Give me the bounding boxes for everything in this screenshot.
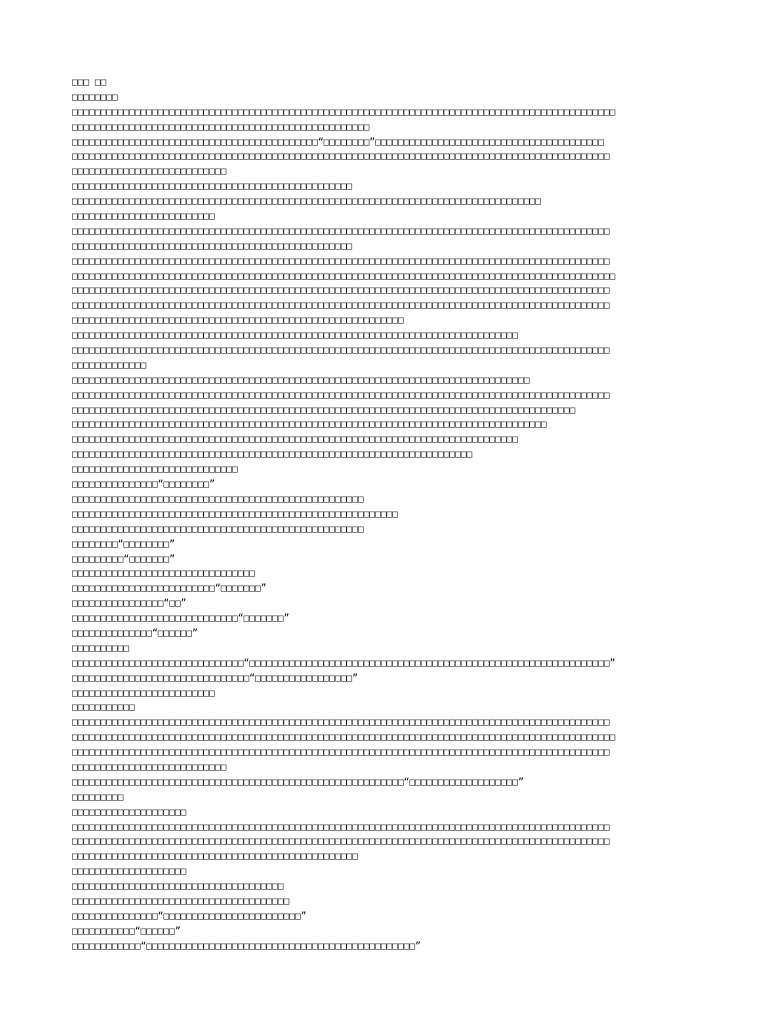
text-line: □□□□□□□□□□□□□□□□□□□□□□□□□□□□□□□□□□□□□□□□□□□□□□□□□□□□□□□□□□□□□□□□□□□□□□	[72, 449, 473, 461]
text-line: □□□□□□□□□□□□□□□□□□□□□□□□□□□	[72, 166, 227, 178]
text-line: □□□□□□□□□□□□□□□□□□□□□□□□□□□	[72, 761, 227, 773]
text-line: □□□□□□□□□□□□□□□□□□□□□□□□□“□□□□□□□”	[72, 583, 267, 595]
text-line: □□□□□□□□□□□□□□□□□□□□	[72, 866, 187, 878]
text-line: □□□□□□□□□□□□□□□□□□□□□□□□□□□□□□□□□□□□□□□□□□□□□□□□□□□□□□□□□□□□□□□□□□□□□□□□□□□□□□	[72, 434, 519, 446]
text-line: □□□□□□□□□□□□□□□□□□□□□□□□□□□□□□□□□□□□□□□□□□□“□□□□□□□□”□□□□□□□□□□□□□□□□□□□□□□□□□□□□□□□□□□□□□□□□	[72, 136, 604, 148]
text-line: □□□□□□□□	[72, 91, 118, 103]
text-line: □□□□□□□□□□□“□□□□□□”	[72, 925, 181, 937]
text-line: □□□□□□□□□“□□□□□□□”	[72, 553, 175, 565]
text-line: □□□□□□□□“□□□□□□□□”	[72, 538, 175, 550]
text-line: □□□□□□□□□□□□□□□□□□□□□□□□□□□□□□□□□□□□□□□□□□□□□□□□□	[72, 181, 353, 193]
text-line: □□□□□□□□□□□□□□□□□□□□□□□□□	[72, 687, 215, 699]
text-line: □□□□□□□□□□□□□□□□□□□□□□□□□□□□□□□□□□□□□□□□□□□□□□□□□□	[72, 851, 358, 863]
text-line: □□□□□□□□□□□□□	[72, 359, 147, 371]
text-line: □□□□□□□□□□□□□□□□□□□□□□□□□□□□□□□□□□□□□□□□□□□□□□□□□	[72, 240, 353, 252]
document-body	[72, 76, 712, 955]
text-line: □□□□□□□□□□□□□□□□□□□□□□□□□□□□□“□□□□□□□”	[72, 613, 290, 625]
text-line: □□□□□□□□□□□□□□□□□□□□□□□□□□□□□□□□□□□□□□□□□□□□□□□□□□□□□□□□□□□□□□□□□□□□□□□□□□□□□□□□□□□□□□□□□□□□□□	[72, 285, 610, 297]
text-line: □□□□□□□□□□□□□□□□□□□□□□□□□□□□□□□□□□□□□□□□□□□□□□□□□□□□□□□□□□□□□□□□□□□□□□□□□□□□□□□□□□□□□□□□□□□□□□	[72, 821, 610, 833]
text-line: □□□□□□□□□□□□□□□□□□□□□□□□□□□□□□□□□□□□□□□□□□□□□□□□□□□	[72, 493, 364, 505]
text-line: □□□□□□□□□□□□□□□□□□□□□□□□□□□□□□□□□□□□□□□□□□□□□□□□□□□□□□□□□□□□□□□□□□□□□□□□□□□□□□□□□□□□□□□□□□□□□□	[72, 389, 610, 401]
text-line: □□□□□□□□□□□□□□□□□□□□□□□□□□□□□□□□□□□□□□□□□□□□□□□□□□□□□□□□□□□□□□□□□□□□□□□□□□□□□□□□	[72, 374, 530, 386]
text-line: □□□□□□□□□□□	[72, 702, 135, 714]
text-line: □□□□□□□□□□□□□□□□□□□□□□□□□□□□□□□□□□□□□□	[72, 895, 290, 907]
text-line: □□□□□□□□□□	[72, 642, 130, 654]
text-line: □□□□□□□□□□□□□□□“□□□□□□□□”	[72, 479, 215, 491]
text-line: □□□□□□□□□□□□□□□□□□□□□□□□□□□□□□□□□□□□□□□□□□□□□□□□□□□□□□□□□□□□□□□□□□□□□□□□□□□□□□□□□□□□□□□□□□□□□□□	[72, 732, 616, 744]
text-line: □□□□□□□□□□□□□□□□□□□□□□□□□□□□□□□□□□□□□□□□□□□□□□□□□□□□□□□□□□□□□□□□□□□□□□□□□□□□□□□□□□□□□□□□□□□□□□	[72, 747, 610, 759]
text-line: □□□□□□□□□□□□□□□□□□□□□□□□□□□□□□□□□□□□□□□□□□□□□□□□□□□□□□□□□□□□□□□□□□□□□□□□□□□□□□□□□□□□□□□□□□□□□□	[72, 225, 610, 237]
text-line: □□□□□□□□□	[72, 791, 124, 803]
text-line: □□□□□□□□□□□□□□□□□□□□□□□□□□□□□□□□□□□□□□□□□□□□□□□□□□□□□□□□□□□□□□□□□□□□□□□□□□□□□□□□□□□□□□□□□□□□□□	[72, 717, 610, 729]
text-line: □□□□□□□□□□□□□□□□□□□□□□□□□□□□□□□□□□□□□□□□□□□□□□□□□□□□□□□□□□“□□□□□□□□□□□□□□□□□□□”	[72, 776, 524, 788]
text-line: □□□□□□□□□□□□□□□□□□□□□□□□□□□□□□□□□□□□□□□□□□□□□□□□□□□□□□□□□	[72, 508, 399, 520]
text-line: □□□□□□□□□□□□□□□□□□□□□□□□□□□□□□□□□□□□□□□□□□□□□□□□□□□□□□□□□□□□□□□□□□□□□□□□□□□□□□□□□□□□□□□□□□□□□□	[72, 836, 610, 848]
text-line: □□□□□□□□□□□□□□□□□□□□□□□□□□□□□□□□□□□□□□□□□□□□□□□□□□□□□□□□□□□□□□□□□□□□□□□□□□□□□□□□□□□□□□□□□□□□□□	[72, 300, 610, 312]
text-line: □□□□□□□□□□□□□□□□“□□”	[72, 598, 187, 610]
text-line: □□□□□□□□□□□□□□□□□□□□□□□□□□□□□□□□□□□□□□□□□□□□□□□□□□□□□□□□□□□□□□□□□□□□□□□□□□□□□□□□□□	[72, 196, 541, 208]
text-line: □□□□□□□□□□□□□□□□□□□□□□□□□□□□□□□□	[72, 568, 256, 580]
text-line: □□□□□□□□□□□□□□□□□□□□□□□□□□□□□□“□□□□□□□□□□□□□□□□□□□□□□□□□□□□□□□□□□□□□□□□□□□□□□□□□□□□□□□□□□□□□□□”	[72, 657, 616, 669]
text-line: □□□□□□□□□□□□□□□“□□□□□□□□□□□□□□□□□□□□□□□□”	[72, 910, 307, 922]
text-line: □□□□□□□□□□□□□□□□□□□□□□□□□□□□□□□□□□□□□□□□□□□□□□□□□□□□□□□□□□	[72, 315, 404, 327]
text-line: □□□□□□□□□□□□□□□□□□□□□□□□□	[72, 211, 215, 223]
text-line: □□□□□□□□□□□□□□□□□□□□□□□□□□□□□□□□□□□□□□□□□□□□□□□□□□□□□□□□□□□□□□□□□□□□□□□□□□□□□□□□□□□□□□□□□□□□□□□	[72, 106, 616, 118]
text-line: □□□□□□□□□□□□“□□□□□□□□□□□□□□□□□□□□□□□□□□□□□□□□□□□□□□□□□□□□□□□”	[72, 940, 421, 952]
text-line: □□□□□□□□□□□□□□□□□□□□□□□□□□□□□□□□□□□□□□□□□□□□□□□□□□□□□□□□□□□□□□□□□□□□□□□□□□□□□□□□□□□□□□□□□□□□□□	[72, 151, 610, 163]
text-line: □□□□□□□□□□□□□□□□□□□□□□□□□□□□□□□□□□□□□□□□□□□□□□□□□□□□□□□□□□□□□□□□□□□□□□□□□□□□□□□□□□□	[72, 419, 547, 431]
text-line: □□□□□□□□□□□□□□“□□□□□□”	[72, 627, 198, 639]
document-page	[72, 76, 712, 955]
text-line: □□□□□□□□□□□□□□□□□□□□□□□□□□□□□□□□□□□□□□□□□□□□□□□□□□□	[72, 523, 364, 535]
text-line: □□□ □□	[72, 77, 107, 88]
text-line: □□□□□□□□□□□□□□□□□□□□	[72, 806, 187, 818]
text-line: □□□□□□□□□□□□□□□□□□□□□□□□□□□□□□□“□□□□□□□□□□□□□□□□□”	[72, 672, 358, 684]
text-line: □□□□□□□□□□□□□□□□□□□□□□□□□□□□□□□□□□□□□□□□□□□□□□□□□□□□□□□□□□□□□□□□□□□□□□□□□□□□□□	[72, 330, 519, 342]
text-line: □□□□□□□□□□□□□□□□□□□□□□□□□□□□□□□□□□□□□□□□□□□□□□□□□□□□	[72, 121, 370, 133]
text-line: □□□□□□□□□□□□□□□□□□□□□□□□□□□□□□□□□□□□□□□□□□□□□□□□□□□□□□□□□□□□□□□□□□□□□□□□□□□□□□□□□□□□□□□□□□□□□□	[72, 255, 610, 267]
text-line: □□□□□□□□□□□□□□□□□□□□□□□□□□□□□□□□□□□□□□□□□□□□□□□□□□□□□□□□□□□□□□□□□□□□□□□□□□□□□□□□□□□□□□□□	[72, 404, 576, 416]
text-line: □□□□□□□□□□□□□□□□□□□□□□□□□□□□□□□□□□□□□	[72, 881, 284, 893]
text-line: □□□□□□□□□□□□□□□□□□□□□□□□□□□□□□□□□□□□□□□□□□□□□□□□□□□□□□□□□□□□□□□□□□□□□□□□□□□□□□□□□□□□□□□□□□□□□□□	[72, 270, 616, 282]
text-line: □□□□□□□□□□□□□□□□□□□□□□□□□□□□□	[72, 464, 238, 476]
text-line: □□□□□□□□□□□□□□□□□□□□□□□□□□□□□□□□□□□□□□□□□□□□□□□□□□□□□□□□□□□□□□□□□□□□□□□□□□□□□□□□□□□□□□□□□□□□□□	[72, 345, 610, 357]
